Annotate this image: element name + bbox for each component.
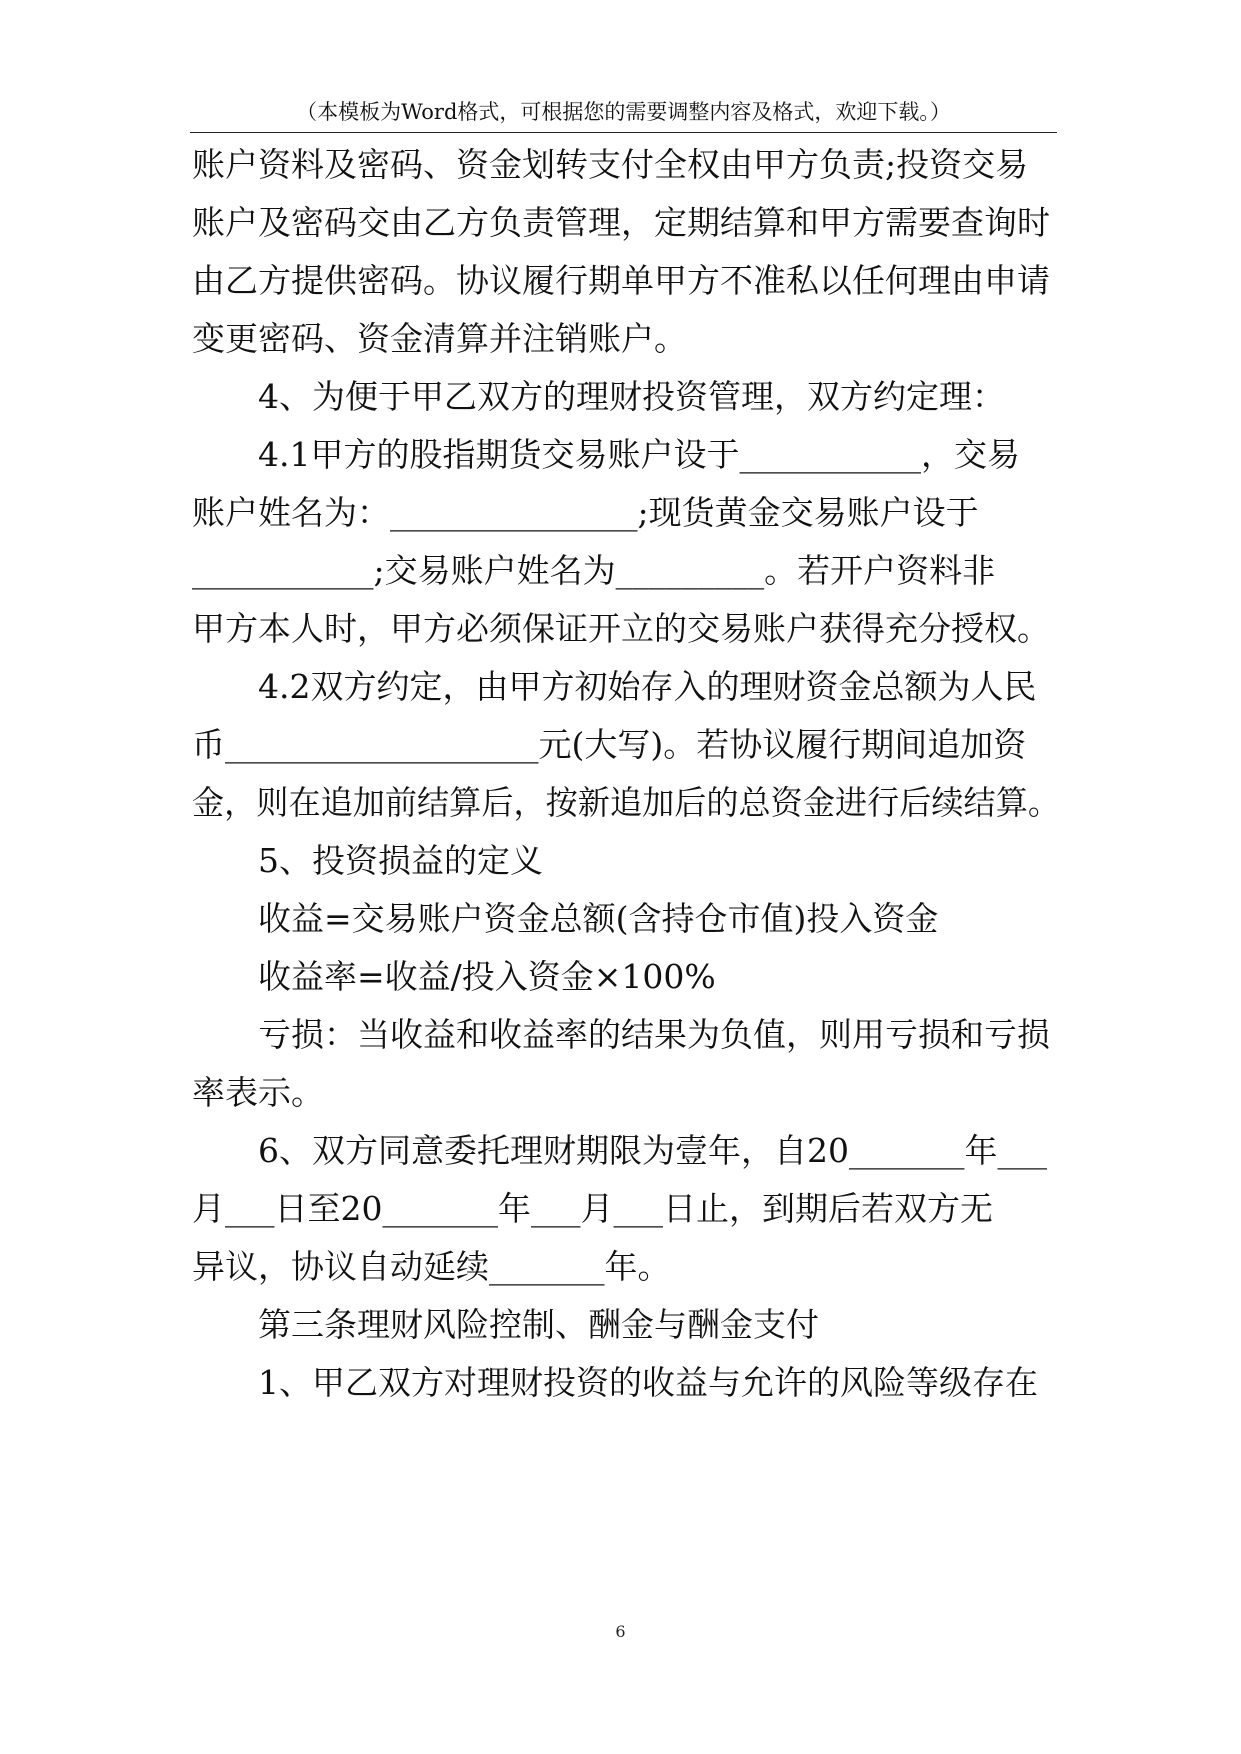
body-line: 4.2双方约定，由甲方初始存入的理财资金总额为人民 (258, 667, 1037, 706)
body-line: ___________;交易账户姓名为_________。若开户资料非 (192, 551, 996, 590)
body-line: 月___日至20_______年___月___日止，到期后若双方无 (192, 1189, 993, 1228)
body-line: 4.1甲方的股指期货交易账户设于___________，交易 (258, 435, 1020, 474)
body-line: 账户姓名为：_______________;现货黄金交易账户设于 (192, 493, 979, 532)
body-line: 甲方本人时，甲方必须保证开立的交易账户获得充分授权。 (192, 609, 1050, 648)
clause-4-heading: 4、为便于甲乙双方的理财投资管理，双方约定理： (258, 377, 1005, 416)
body-line: 由乙方提供密码。协议履行期单甲方不准私以任何理由申请 (192, 261, 1050, 300)
body-line: 收益=交易账户资金总额(含持仓市值)投入资金 (258, 899, 939, 938)
page-number: 6 (615, 1622, 626, 1641)
body-line: 币___________________元(大写)。若协议履行期间追加资 (192, 725, 1027, 764)
body-line: 账户及密码交由乙方负责管理，定期结算和甲方需要查询时 (192, 203, 1050, 242)
article-3-heading: 第三条理财风险控制、酬金与酬金支付 (258, 1305, 819, 1344)
header-rule (190, 132, 1057, 133)
body-line: 率表示。 (192, 1073, 324, 1112)
body-line: 6、双方同意委托理财期限为壹年，自20_______年___ (258, 1131, 1047, 1170)
body-line: 异议，协议自动延续_______年。 (192, 1247, 671, 1286)
body-line: 1、甲乙双方对理财投资的收益与允许的风险等级存在 (258, 1363, 1038, 1402)
body-line: 收益率=收益/投入资金×100% (258, 957, 716, 996)
body-line: 金，则在追加前结算后，按新追加后的总资金进行后续结算。 (192, 783, 1060, 822)
body-line: 亏损：当收益和收益率的结果为负值，则用亏损和亏损 (258, 1015, 1050, 1054)
clause-5-heading: 5、投资损益的定义 (258, 841, 543, 880)
template-note-header: （本模板为Word格式，可根据您的需要调整内容及格式，欢迎下载。） (296, 100, 951, 124)
body-line: 变更密码、资金清算并注销账户。 (192, 319, 687, 358)
body-line: 账户资料及密码、资金划转支付全权由甲方负责;投资交易 (192, 145, 1029, 184)
